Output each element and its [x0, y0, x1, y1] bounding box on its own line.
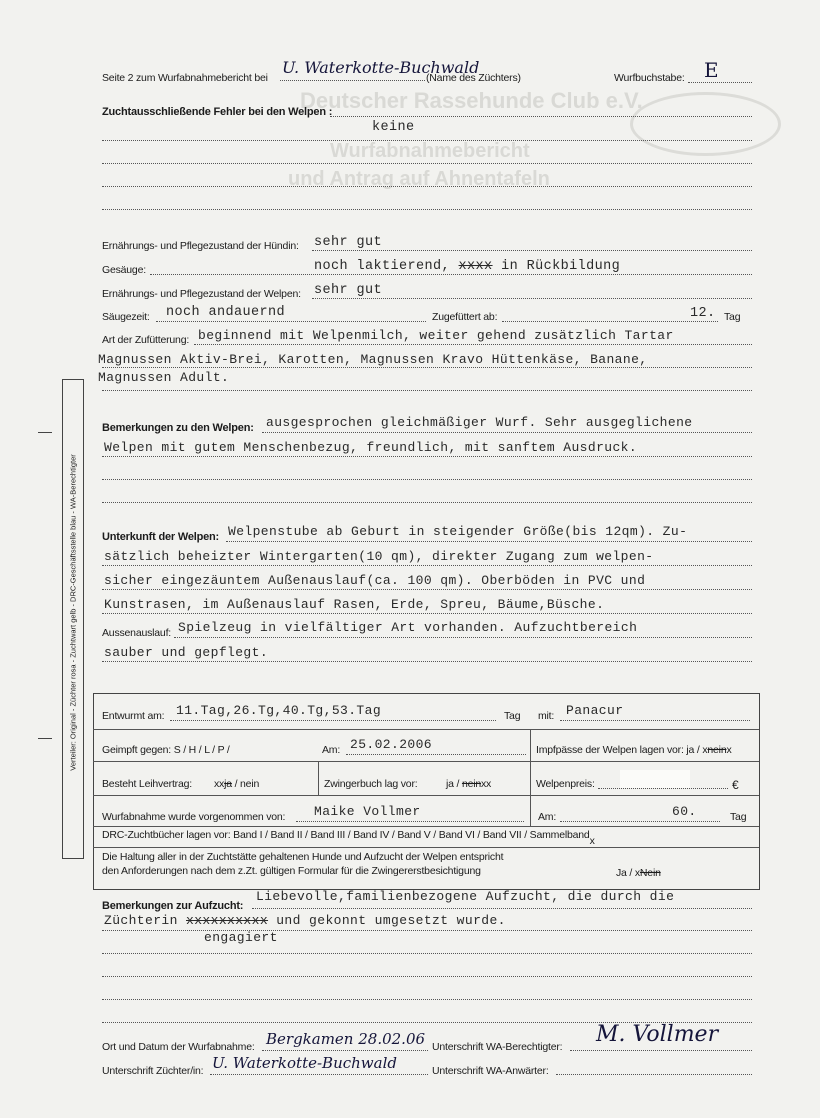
ort-datum-label: Ort und Datum der Wurfabnahme: — [102, 1041, 255, 1053]
geimpft-am-label: Am: — [322, 744, 341, 756]
verteiler-text: Verteiler: Original - Züchter rosa - Zuchtwart gelb - DRC-Geschäftsstelle blau - WA-Berechtigter — [68, 454, 78, 771]
aufzucht-label: Bemerkungen zur Aufzucht: — [102, 900, 244, 912]
unterschrift-zuechter-label: Unterschrift Züchter/in: — [102, 1065, 204, 1077]
entwurmt-label: Entwurmt am: — [102, 710, 165, 722]
wurfbuchstabe-label: Wurfbuchstabe: — [614, 72, 685, 84]
geimpft-am-value: 25.02.2006 — [350, 737, 433, 752]
wurfabnahme-value: Maike Vollmer — [314, 804, 421, 819]
mit-value: Panacur — [566, 703, 624, 718]
mit-label: mit: — [538, 710, 555, 722]
aussenauslauf-label: Aussenauslauf: — [102, 627, 171, 639]
haltung-options: Ja / xNein — [616, 867, 661, 879]
saeugezeit-label: Säugezeit: — [102, 311, 150, 323]
aussenauslauf-value-line1: Spielzeug in vielfältiger Art vorhanden. Aufzuchtbereich — [178, 620, 638, 635]
unterschrift-anwaerter-label: Unterschrift WA-Anwärter: — [432, 1065, 549, 1077]
wurfabnahme-tag-label: Tag — [730, 811, 747, 823]
fehler-label: Zuchtausschließende Fehler bei den Welpen : — [102, 106, 333, 118]
saeugezeit-value: noch andauernd — [166, 305, 286, 320]
aufzucht-value-insert: engagiert — [204, 930, 278, 945]
unterschrift-wa-label: Unterschrift WA-Berechtigter: — [432, 1041, 563, 1053]
geimpft-label: Geimpft gegen: S / H / L / P / — [102, 744, 230, 756]
name-des-zuechters-label: (Name des Züchters) — [426, 72, 521, 84]
unterkunft-value-line1: Welpenstube ab Geburt in steigender Größe(bis 12qm). Zu- — [228, 524, 688, 539]
zuchtbuecher-label: DRC-Zuchtbücher lagen vor: Band I / Band II / Band III / Band IV / Band V / Band VI / Band VII / Sammelbandx — [102, 829, 595, 847]
zustand-huendin-value: sehr gut — [314, 235, 383, 250]
gesaeuge-value: noch laktierend, xxxx in Rückbildung — [314, 259, 621, 274]
art-zufuetterung-value-line3: Magnussen Adult. — [98, 370, 230, 385]
unterschrift-wa-value: M. Vollmer — [596, 1022, 719, 1047]
euro-symbol: € — [732, 778, 739, 792]
ort-datum-value: Bergkamen 28.02.06 — [266, 1030, 426, 1048]
entwurmt-value: 11.Tag,26.Tg,40.Tg,53.Tag — [176, 703, 382, 718]
art-zufuetterung-value-line2: Magnussen Aktiv-Brei, Karotten, Magnussen Kravo Hüttenkäse, Banane, — [98, 352, 648, 367]
wurfbuchstabe-value: E — [704, 58, 719, 82]
haltung-text-line2: den Anforderungen nach dem z.Zt. gültigen Formular für die Zwingererstbesichtigung — [102, 865, 481, 877]
welpenpreis-redacted — [620, 770, 690, 788]
entwurmt-tag-label: Tag — [504, 710, 521, 722]
wurfabnahme-am-label: Am: — [538, 811, 557, 823]
unterkunft-value-line2: sätzlich beheizter Wintergarten(10 qm), direkter Zugang zum welpen- — [104, 549, 654, 564]
zugefuettert-tag-label: Tag — [724, 311, 741, 323]
art-zufuetterung-label: Art der Zufütterung: — [102, 334, 190, 346]
bemerkungen-welpen-value-line1: ausgesprochen gleichmäßiger Wurf. Sehr ausgeglichene — [266, 415, 693, 430]
wurfabnahme-label: Wurfabnahme wurde vorgenommen von: — [102, 811, 286, 823]
unterkunft-value-line4: Kunstrasen, im Außenauslauf Rasen, Erde, Spreu, Bäume,Büsche. — [104, 597, 605, 612]
zugefuettert-value: 12. — [690, 306, 716, 321]
haltung-text-line1: Die Haltung aller in der Zuchtstätte gehaltenen Hunde und Aufzucht der Welpen entspricht — [102, 851, 504, 863]
watermark-line1: Deutscher Rassehunde Club e.V. — [300, 88, 643, 113]
zwingerbuch-label: Zwingerbuch lag vor: — [324, 778, 418, 790]
zustand-huendin-label: Ernährungs- und Pflegezustand der Hündin: — [102, 240, 299, 252]
leihvertrag-options: xxja / nein — [214, 778, 260, 790]
leihvertrag-label: Besteht Leihvertrag: — [102, 778, 192, 790]
watermark-line3: und Antrag auf Ahnentafeln — [288, 168, 550, 190]
verteiler-box — [62, 379, 84, 859]
zuechter-name: U. Waterkotte-Buchwald — [282, 58, 480, 77]
art-zufuetterung-value-line1: beginnend mit Welpenmilch, weiter gehend zusätzlich Tartar — [198, 328, 674, 343]
seite-label: Seite 2 zum Wurfabnahmebericht bei — [102, 72, 268, 84]
unterschrift-zuechter-value: U. Waterkotte-Buchwald — [212, 1054, 397, 1072]
wurfabnahme-tag-value: 60. — [672, 804, 697, 819]
zugefuettert-label: Zugefüttert ab: — [432, 311, 498, 323]
gesaeuge-label: Gesäuge: — [102, 264, 146, 276]
unterkunft-value-line3: sicher eingezäuntem Außenauslauf(ca. 100 qm). Oberböden in PVC und — [104, 573, 646, 588]
impfpass-label: Impfpässe der Welpen lagen vor: ja / xneinx — [536, 744, 732, 756]
zustand-welpen-value: sehr gut — [314, 283, 383, 298]
aufzucht-value-line1: Liebevolle,familienbezogene Aufzucht, die durch die — [256, 889, 675, 904]
aussenauslauf-value-line2: sauber und gepflegt. — [104, 645, 269, 660]
unterkunft-label: Unterkunft der Welpen: — [102, 531, 220, 543]
welpenpreis-label: Welpenpreis: — [536, 778, 595, 790]
fehler-value: keine — [372, 120, 415, 135]
bemerkungen-welpen-value-line2: Welpen mit gutem Menschenbezug, freundlich, mit sanftem Ausdruck. — [104, 440, 638, 455]
zustand-welpen-label: Ernährungs- und Pflegezustand der Welpen: — [102, 288, 301, 300]
watermark-logo-icon — [630, 92, 781, 156]
zwingerbuch-options: ja / neinxx — [446, 778, 492, 790]
watermark-line2: Wurfabnahmebericht — [330, 140, 530, 162]
bemerkungen-welpen-label: Bemerkungen zu den Welpen: — [102, 422, 254, 434]
aufzucht-value-line2: Züchterin xxxxxxxxxx und gekonnt umgesetzt wurde. — [104, 913, 506, 928]
